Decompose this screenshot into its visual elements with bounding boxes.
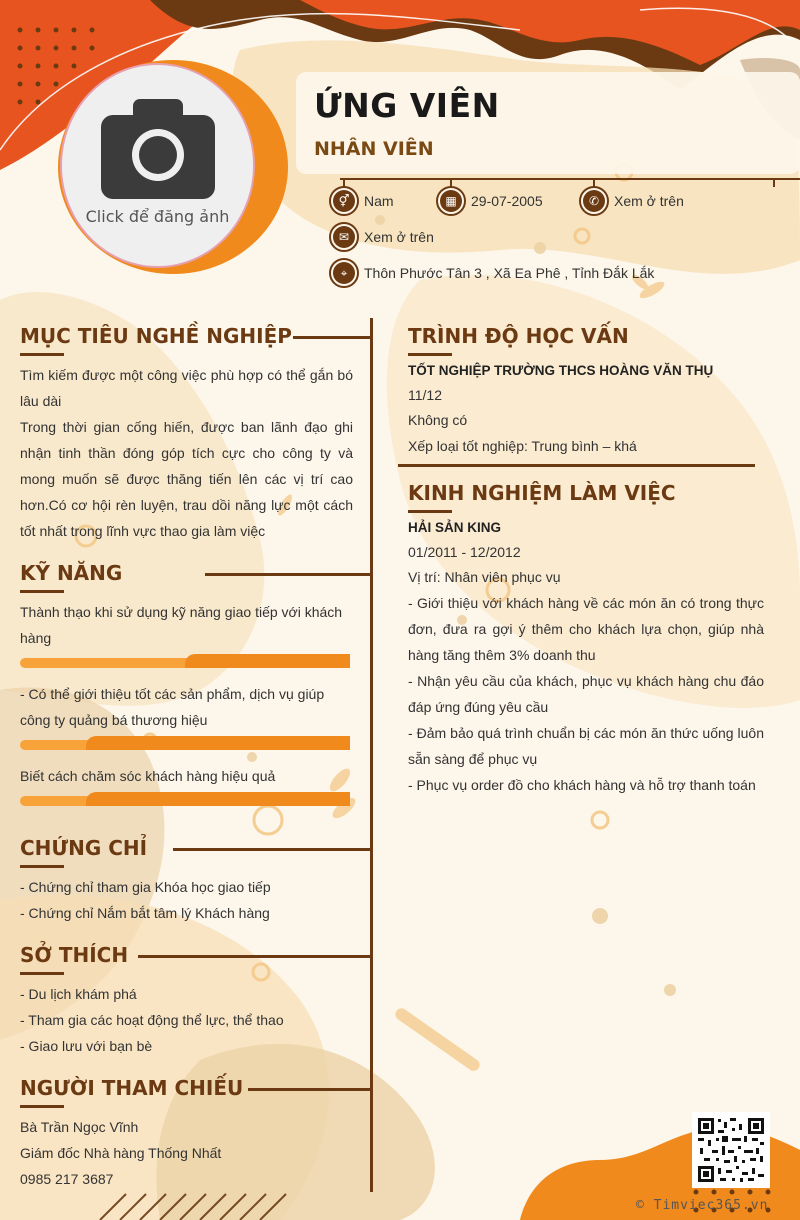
objective-text-2: Trong thời gian cống hiến, được ban lãnh đạo ghi nhận tinh thần đóng góp tích cực cho công ty và mong muốn sẽ được thăng tiến lên các vị trí cao hơn.Có cơ hội rèn luyện, trau dồi năng lực một cách tốt nhất trong lĩnh vực thao gia làm việc [20,419,353,539]
info-gender [329,186,394,216]
education-note: Không có [408,412,468,428]
reference-job: Giám đốc Nhà hàng Thống Nhất [20,1145,222,1161]
section-divider [398,464,755,467]
calendar-icon: ▦ [436,186,466,216]
skill-3: Biết cách chăm sóc khách hàng hiệu quả [20,768,276,784]
skill-2: - Có thể giới thiệu tốt các sản phẩm, dịch vụ giúp công ty quảng bá thương hiệu [20,686,325,728]
objective-text-1: Tìm kiếm được một công việc phù hợp có thể gắn bó lâu dài [20,367,353,409]
info-phone [579,186,684,216]
skill-1-fill [185,654,350,668]
experience-company: HẢI SẢN KING [408,520,502,535]
certificate-item: - Chứng chỉ tham gia Khóa học giao tiếp [20,879,271,895]
info-address [329,258,654,288]
experience-role: Vị trí: Nhân viên phục vụ [408,569,561,585]
hobby-item: - Tham gia các hoạt động thể lực, thể thao [20,1012,284,1028]
skill-2-fill [86,736,350,750]
info-email [329,222,434,252]
certificate-item: - Chứng chỉ Nắm bắt tâm lý Khách hàng [20,905,270,921]
reference-phone: 0985 217 3687 [20,1171,114,1187]
experience-duty: - Đảm bảo quá trình chuẩn bị các món ăn thức uống luôn sẵn sàng để phục vụ [408,725,764,767]
phone-icon: ✆ [579,186,609,216]
info-dob [436,186,543,216]
watermark: © Timviec365.vn [636,1198,769,1213]
camera-icon [99,97,217,201]
timeline-line [370,318,373,1192]
info-divider [340,178,800,180]
education-grade: 11/12 [408,387,442,403]
hobbies-title: SỞ THÍCH [20,943,129,967]
experience-period: 01/2011 - 12/2012 [408,544,521,560]
address-value: Thôn Phước Tân 3 , Xã Ea Phê , Tỉnh Đắk Lắk [364,265,655,281]
skills-title: KỸ NĂNG [20,561,123,585]
qr-code [692,1112,770,1188]
photo-caption: Click để đăng ảnh [85,207,230,226]
phone-value: Xem ở trên [614,193,684,209]
education-school: TỐT NGHIỆP TRƯỜNG THCS HOÀNG VĂN THỤ [408,363,714,378]
gender-icon: ⚥ [329,186,359,216]
skill-3-fill [86,792,350,806]
reference-name: Bà Trần Ngọc Vĩnh [20,1119,139,1135]
education-title: TRÌNH ĐỘ HỌC VẤN [408,324,629,348]
mail-icon: ✉ [329,222,359,252]
gender-value: Nam [364,193,394,209]
education-rank: Xếp loại tốt nghiệp: Trung bình – khá [408,438,637,454]
location-icon: ⌖ [329,258,359,288]
skill-3-bar [20,796,350,806]
candidate-name: ỨNG VIÊN [314,86,500,125]
avatar-upload[interactable] [60,63,255,268]
experience-duty: - Phục vụ order đồ cho khách hàng và hỗ trợ thanh toán [408,777,756,793]
experience-duty: - Nhận yêu cầu của khách, phục vụ khách hàng chu đáo đáp ứng đúng yêu cầu [408,673,764,715]
hobby-item: - Du lịch khám phá [20,986,137,1002]
references-title: NGƯỜI THAM CHIẾU [20,1076,244,1100]
email-value: Xem ở trên [364,229,434,245]
certificates-title: CHỨNG CHỈ [20,836,148,860]
dob-value: 29-07-2005 [471,193,543,209]
skill-2-bar [20,740,350,750]
experience-duty: - Giới thiệu với khách hàng về các món ăn có trong thực đơn, đưa ra gợi ý thêm cho khách lựa chọn, giúp nhà hàng tăng thêm 3% doanh thu [408,595,764,663]
objective-title: MỤC TIÊU NGHỀ NGHIỆP [20,324,292,348]
experience-title: KINH NGHIỆM LÀM VIỆC [408,481,676,505]
candidate-position: NHÂN VIÊN [314,138,434,160]
skill-1: Thành thạo khi sử dụng kỹ năng giao tiếp với khách hàng [20,604,343,646]
hobby-item: - Giao lưu với bạn bè [20,1038,153,1054]
skill-1-bar [20,658,350,668]
